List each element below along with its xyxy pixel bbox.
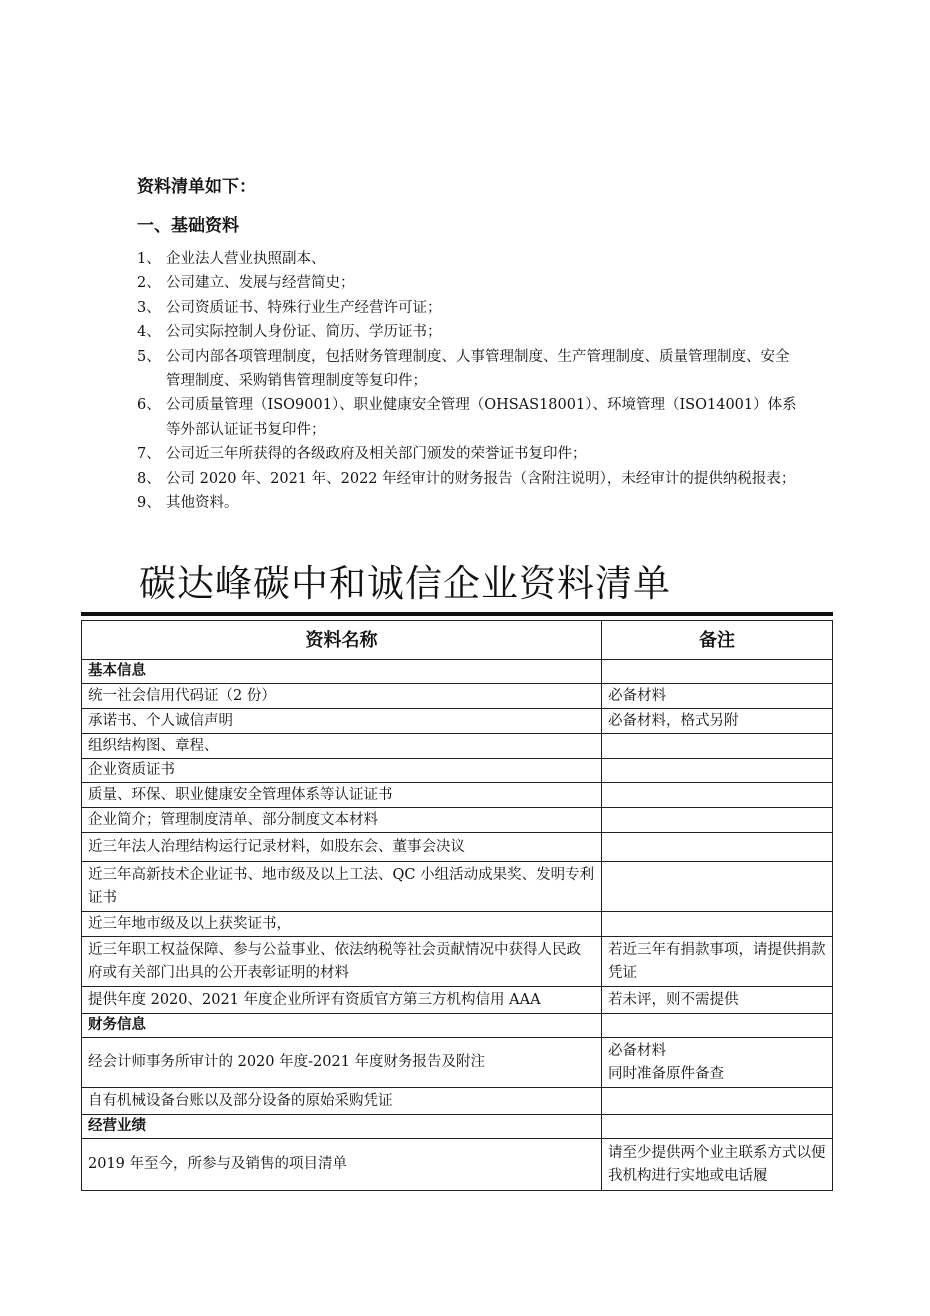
note-cell — [602, 1088, 833, 1115]
list-item-text: 公司质量管理（ISO9001）、职业健康安全管理（OHSAS18001）、环境管理（ISO14001）体系等外部认证证书复印件； — [166, 397, 797, 438]
material-name-cell: 近三年地市级及以上获奖证书， — [82, 912, 602, 937]
note-cell — [602, 660, 833, 684]
table-row — [82, 709, 833, 734]
note-cell — [602, 734, 833, 759]
table-row — [82, 783, 833, 808]
list-item — [137, 345, 797, 394]
note-cell — [602, 759, 833, 783]
table-row — [82, 684, 833, 709]
material-name-cell: 组织结构图、章程、 — [82, 734, 602, 759]
material-name-cell: 近三年职工权益保障、参与公益事业、依法纳税等社会贡献情况中获得人民政府或有关部门出具的公开表彰证明的材料 — [82, 937, 602, 987]
section-name-cell: 财务信息 — [82, 1014, 602, 1038]
list-item-text: 公司建立、发展与经营简史； — [166, 275, 355, 292]
material-name-cell: 2019 年至今，所参与及销售的项目清单 — [82, 1139, 602, 1191]
list-item-text: 公司实际控制人身份证、简历、学历证书； — [166, 324, 442, 341]
table-row — [82, 1038, 833, 1088]
table-section-row — [82, 1014, 833, 1038]
note-cell: 必备材料 同时准备原件备查 — [602, 1038, 833, 1088]
section-title-basic: 一、基础资料 — [137, 216, 239, 236]
material-name-cell: 统一社会信用代码证（2 份） — [82, 684, 602, 709]
list-item-text: 其他资料。 — [166, 495, 239, 512]
material-name-cell: 近三年高新技术企业证书、地市级及以上工法、QC 小组活动成果奖、发明专利证书 — [82, 862, 602, 912]
list-item — [137, 296, 797, 320]
table-row — [82, 862, 833, 912]
table-row — [82, 1088, 833, 1115]
note-cell: 若未评，则不需提供 — [602, 987, 833, 1014]
note-cell: 必备材料 — [602, 684, 833, 709]
list-item-number: 4、 — [137, 324, 161, 341]
list-item-text: 公司近三年所获得的各级政府及相关部门颁发的荣誉证书复印件； — [166, 446, 587, 463]
material-name-cell: 企业资质证书 — [82, 759, 602, 783]
table-row — [82, 1139, 833, 1191]
table-row — [82, 987, 833, 1014]
list-item — [137, 393, 797, 442]
table-row — [82, 912, 833, 937]
table-row — [82, 759, 833, 783]
material-name-cell: 质量、环保、职业健康安全管理体系等认证证书 — [82, 783, 602, 808]
material-name-cell: 企业简介；管理制度清单、部分制度文本材料 — [82, 808, 602, 833]
material-name-cell: 近三年法人治理结构运行记录材料，如股东会、董事会决议 — [82, 833, 602, 862]
note-cell — [602, 1014, 833, 1038]
list-item-text: 公司资质证书、特殊行业生产经营许可证； — [166, 299, 442, 316]
table-row — [82, 833, 833, 862]
list-item — [137, 442, 797, 466]
table-row — [82, 734, 833, 759]
list-item — [137, 320, 797, 344]
list-item — [137, 271, 797, 295]
materials-table — [81, 620, 833, 1191]
header-note-cell: 备注 — [602, 621, 833, 660]
list-item-number: 1、 — [137, 251, 161, 267]
note-cell — [602, 833, 833, 862]
section-name-cell: 基本信息 — [82, 660, 602, 684]
list-item — [137, 247, 797, 271]
note-cell — [602, 862, 833, 912]
table-section-row — [82, 1115, 833, 1139]
note-cell — [602, 783, 833, 808]
title-rule — [81, 612, 833, 616]
note-cell — [602, 1115, 833, 1139]
table-section-row — [82, 660, 833, 684]
table-row — [82, 808, 833, 833]
list-item-text: 企业法人营业执照副本、 — [166, 251, 326, 267]
list-item-text: 公司 2020 年、2021 年、2022 年经审计的财务报告（含附注说明），未经审计的提供纳税报表； — [166, 470, 796, 487]
list-item-number: 9、 — [137, 495, 161, 512]
table-header-row — [82, 621, 833, 660]
note-cell — [602, 808, 833, 833]
note-cell: 请至少提供两个业主联系方式以便我机构进行实地或电话履 — [602, 1139, 833, 1191]
list-item-number: 8、 — [137, 470, 161, 487]
list-item-number: 5、 — [137, 348, 161, 365]
material-name-cell: 自有机械设备台账以及部分设备的原始采购凭证 — [82, 1088, 602, 1115]
list-item-number: 6、 — [137, 397, 161, 414]
note-cell: 必备材料，格式另附 — [602, 709, 833, 734]
intro-title: 资料清单如下： — [137, 177, 256, 197]
table-row — [82, 937, 833, 987]
list-item-number: 3、 — [137, 299, 161, 316]
note-cell: 若近三年有捐款事项，请提供捐款凭证 — [602, 937, 833, 987]
material-name-cell: 经会计师事务所审计的 2020 年度-2021 年度财务报告及附注 — [82, 1038, 602, 1088]
list-item-number: 7、 — [137, 446, 161, 463]
material-name-cell: 承诺书、个人诚信声明 — [82, 709, 602, 734]
section-name-cell: 经营业绩 — [82, 1115, 602, 1139]
basic-materials-list — [137, 247, 797, 515]
main-title: 碳达峰碳中和诚信企业资料清单 — [139, 562, 671, 605]
list-item-number: 2、 — [137, 275, 161, 292]
header-name-cell: 资料名称 — [82, 621, 602, 660]
note-cell — [602, 912, 833, 937]
list-item-text: 公司内部各项管理制度，包括财务管理制度、人事管理制度、生产管理制度、质量管理制度、安全管理制度、采购销售管理制度等复印件； — [166, 348, 790, 390]
list-item — [137, 467, 797, 491]
list-item — [137, 491, 797, 515]
material-name-cell: 提供年度 2020、2021 年度企业所评有资质官方第三方机构信用 AAA — [82, 987, 602, 1014]
